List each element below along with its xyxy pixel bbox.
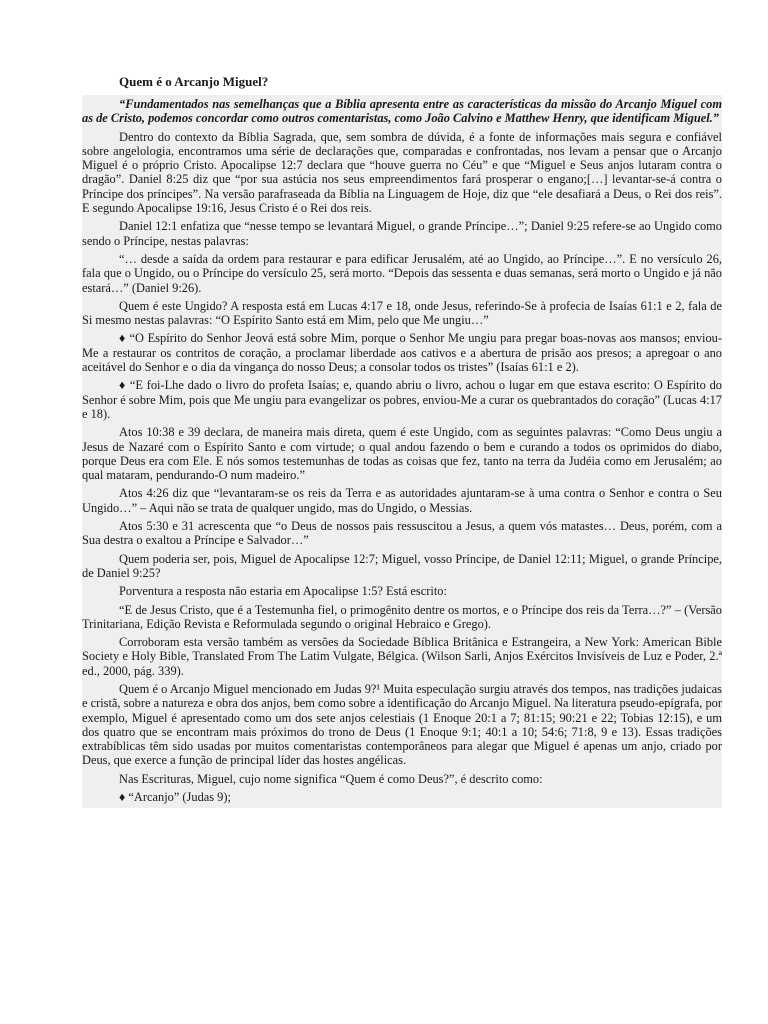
- paragraph: Atos 4:26 diz que “levantaram-se os reis da Terra e as autoridades ajuntaram-se à uma contra o Senhor e contra o Seu Ungido…” – Aqui não se trata de qualquer ungido, mas do Ungido, o Messias.: [82, 486, 722, 515]
- bullet-paragraph: ♦ “O Espírito do Senhor Jeová está sobre Mim, porque o Senhor Me ungiu para pregar boas-novas aos mansos; enviou-Me a restaurar os contritos de coração, a proclamar liberdade aos cativos e a abertura de prisão aos presos; a apregoar o ano aceitável do Senhor e o dia da vingança do nosso Deus; a consolar todos os tristes” (Isaías 61:1 e 2).: [82, 331, 722, 375]
- bullet-paragraph: ♦ “Arcanjo” (Judas 9);: [119, 790, 231, 805]
- paragraph: Dentro do contexto da Bíblia Sagrada, que, sem sombra de dúvida, é a fonte de informações mais segura e confiável sobre angelologia, encontramos uma série de declarações que, comparadas e confrontadas, nos levam a pensar que o Arcanjo Miguel é o próprio Cristo. Apocalipse 12:7 declara que “houve guerra no Céu” e que “Miguel e Seus anjos lutaram contra o dragão”. Daniel 8:25 diz que “por sua astúcia nos seus empreendimentos fará prosperar o engano;[…] levantar-se-á contra o Príncipe dos príncipes”. Na versão parafraseada da Bíblia na Linguagem de Hoje, diz que “ele desafiará a Deus, o Rei dos reis”. E segundo Apocalipse 19:16, Jesus Cristo é o Rei dos reis.: [82, 129, 722, 216]
- paragraph: Quem é o Arcanjo Miguel mencionado em Judas 9?¹ Muita especulação surgiu através dos tempos, nas tradições judaicas e cristã, sobre a natureza e obra dos anjos, bem como sobre a identificação do Arcanjo Miguel. Na literatura pseudo-epígrafa, por exemplo, Miguel é apresentado como um dos sete anjos celestiais (1 Enoque 20:1 a 7; 81:15; 90:21 e 22; Tobias 12:15), e um dos quatro que se encontram mais próximos do trono de Deus (1 Enoque 9:1; 40:1 a 10; 54:6; 71:8, 9 e 13). Essas tradições extrabíblicas têm sido usadas por muitos comentaristas contemporâneos para alegar que Miguel é apenas um anjo, criado por Deus, que exerce a função de principal líder das hostes angélicas.: [82, 681, 722, 768]
- paragraph: Daniel 12:1 enfatiza que “nesse tempo se levantará Miguel, o grande Príncipe…”; Daniel 9:25 refere-se ao Ungido como sendo o Príncipe, nestas palavras:: [82, 219, 722, 248]
- bullet-paragraph: ♦ “E foi-Lhe dado o livro do profeta Isaías; e, quando abriu o livro, achou o lugar em que estava escrito: O Espírito do Senhor é sobre Mim, pois que Me ungiu para evangelizar os pobres, enviou-Me a curar os quebrantados do coração” (Lucas 4:17 e 18).: [82, 378, 722, 421]
- paragraph: “E de Jesus Cristo, que é a Testemunha fiel, o primogênito dentre os mortos, e o Príncipe dos reis da Terra…?” – (Versão Trinitariana, Edição Revista e Reformulada segundo o original Hebraico e Grego).: [82, 602, 722, 631]
- lead-quote-paragraph: “Fundamentados nas semelhanças que a Bíblia apresenta entre as características da missão do Arcanjo Miguel com as de Cristo, podemos concordar como outros comentaristas, como João Calvino e Matthew Henry, que identificam Miguel.”: [82, 97, 722, 126]
- paragraph: Atos 10:38 e 39 declara, de maneira mais direta, quem é este Ungido, com as seguintes palavras: “Como Deus ungiu a Jesus de Nazaré com o Espírito Santo e com virtude; o qual andou fazendo o bem e curando a todos os oprimidos do diabo, porque Deus era com Ele. E nós somos testemunhas de todas as coisas que fez, tanto na terra da Judéia como em Jerusalém; ao qual mataram, pendurando-O num madeiro.”: [82, 425, 722, 483]
- paragraph: “… desde a saída da ordem para restaurar e para edificar Jerusalém, até ao Ungido, ao Príncipe…”. E no versículo 26, fala que o Ungido, ou o Príncipe do versículo 25, será morto. “Depois das sessenta e duas semanas, será morto o Ungido e já não estará…” (Daniel 9:26).: [82, 251, 722, 295]
- paragraph: Porventura a resposta não estaria em Apocalipse 1:5? Está escrito:: [119, 584, 447, 599]
- paragraph: Nas Escrituras, Miguel, cujo nome significa “Quem é como Deus?”, é descrito como:: [119, 771, 543, 786]
- paragraph: Quem é este Ungido? A resposta está em Lucas 4:17 e 18, onde Jesus, referindo-Se à profecia de Isaías 61:1 e 2, fala de Si mesmo nestas palavras: “O Espírito Santo está em Mim, pelo que Me ungiu…”: [82, 298, 722, 328]
- paragraph: Corroboram esta versão também as versões da Sociedade Bíblica Britânica e Estrangeira, a New York: American Bible Society e Holy Bible, Translated From The Latim Vulgate, Bélgica. (Wilson Sarli, Anjos Exércitos Invisíveis de Luz e Poder, 2.ª ed., 2000, pág. 339).: [82, 635, 722, 678]
- paragraph: Atos 5:30 e 31 acrescenta que “o Deus de nossos pais ressuscitou a Jesus, a quem vós matastes… Deus, porém, com a Sua destra o exaltou a Príncipe e Salvador…”: [82, 519, 722, 548]
- document-body: [82, 95, 722, 808]
- paragraph: Quem poderia ser, pois, Miguel de Apocalipse 12:7; Miguel, vosso Príncipe, de Daniel 12:11; Miguel, o grande Príncipe, de Daniel 9:25?: [82, 551, 722, 580]
- page-title: Quem é o Arcanjo Miguel?: [119, 74, 269, 89]
